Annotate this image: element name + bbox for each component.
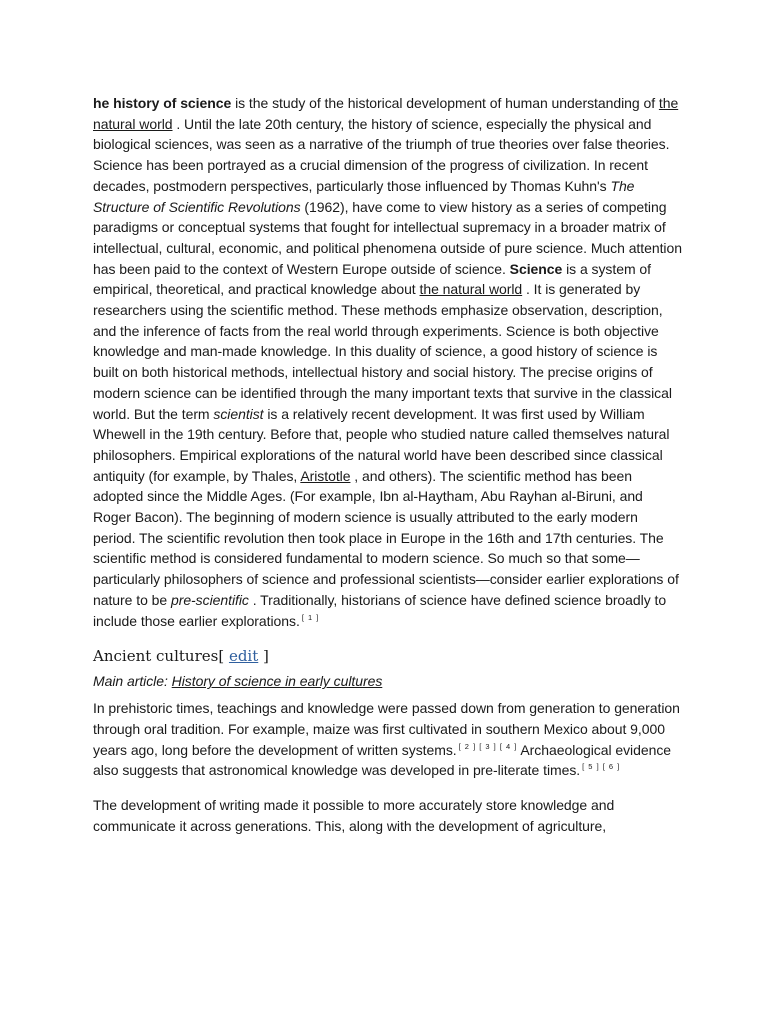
natural-world-link[interactable]: the natural world xyxy=(93,95,679,132)
main-article-link[interactable]: History of science in early cultures xyxy=(171,673,383,690)
edit-link[interactable]: edit xyxy=(228,647,259,666)
main-article-note xyxy=(93,671,683,691)
intro-text: , and others). The scientific method has been adopted since the Middle Ages. (For example, Ibn al-Haytham, Abu Rayhan al-Biruni, and Roger Bacon). The beginning of modern science is usually attributed to the early modern period. The scientific revolution then took place in Europe in the 16th and 17th centuries. The scientific method is considered fundamental to modern science. So much so that some—particularly philosophers of science and professional scientists—consider earlier explorations of nature to be xyxy=(93,467,679,608)
prehistoric-text: In prehistoric times, teachings and knowledge were passed down from generation to generation through oral tradition. For example, maize was first cultivated in southern Mexico about 9,000 years ago, long before the development of written systems. xyxy=(93,700,680,758)
reference-marker[interactable]: [ 2 ] [ 3 ] [ 4 ] xyxy=(458,741,518,751)
intro-text: . Traditionally, historians of science have defined science broadly to include those earlier explorations. xyxy=(93,591,667,629)
reference-marker[interactable]: [ 5 ] [ 6 ] xyxy=(582,762,621,772)
science-term: Science xyxy=(509,260,563,277)
lead-term: he history of science xyxy=(93,95,232,111)
intro-text: is a relatively recent development. It was first used by William Whewell in the 19th century. Before that, people who studied nature called themselves natural philosophers. Empirical explorations of the natural world have been described since classical antiquity (for example, by Thales, xyxy=(93,405,670,484)
aristotle-link[interactable]: Aristotle xyxy=(300,467,351,484)
scientist-term: scientist xyxy=(213,405,264,422)
reference-marker[interactable]: [ 1 ] xyxy=(301,612,320,622)
intro-text: is the study of the historical development of human understanding of xyxy=(231,95,659,111)
prehistoric-paragraph xyxy=(93,698,683,781)
writing-text: The development of writing made it possible to more accurately store knowledge and communicate it across generations. This, along with the development of agriculture, xyxy=(93,797,615,834)
intro-text: is a system of empirical, theoretical, and practical knowledge about xyxy=(93,260,651,298)
writing-paragraph xyxy=(93,795,683,836)
section-heading xyxy=(93,645,683,667)
section-title: Ancient cultures[ xyxy=(93,647,225,666)
document-page xyxy=(93,93,683,837)
intro-paragraph xyxy=(93,93,683,631)
prehistoric-text: Archaeological evidence also suggests that astronomical knowledge was developed in pre-literate times. xyxy=(93,741,672,779)
section-title-close: ] xyxy=(258,647,269,666)
book-title: The Structure of Scientific Revolutions xyxy=(93,177,635,215)
prescientific-term: pre-scientific xyxy=(170,591,249,608)
intro-text: . It is generated by researchers using the scientific method. These methods emphasize observation, description, and the inference of facts from the real world through experiments. Science is both objective knowledge and man-made knowledge. In this duality of science, a good history of science is built on both historical methods, intellectual history and social history. The precise origins of modern science can be identified through the many important texts that survive in the classical world. But the term xyxy=(93,281,672,422)
intro-text: . Until the late 20th century, the history of science, especially the physical and biological sciences, was seen as a narrative of the triumph of true theories over false theories. Science has been portrayed as a crucial dimension of the progress of civilization. In recent decades, postmodern perspectives, particularly those influenced by Thomas Kuhn's xyxy=(93,115,670,194)
natural-world-link[interactable]: the natural world xyxy=(419,281,523,298)
intro-text: (1962), have come to view history as a series of competing paradigms or conceptual systems that fought for intellectual supremacy in a broader matrix of intellectual, cultural, economic, and political phenomena outside of pure science. Much attention has been paid to the context of Western Europe outside of science. xyxy=(93,198,682,277)
main-article-prefix: Main article: xyxy=(93,673,172,690)
